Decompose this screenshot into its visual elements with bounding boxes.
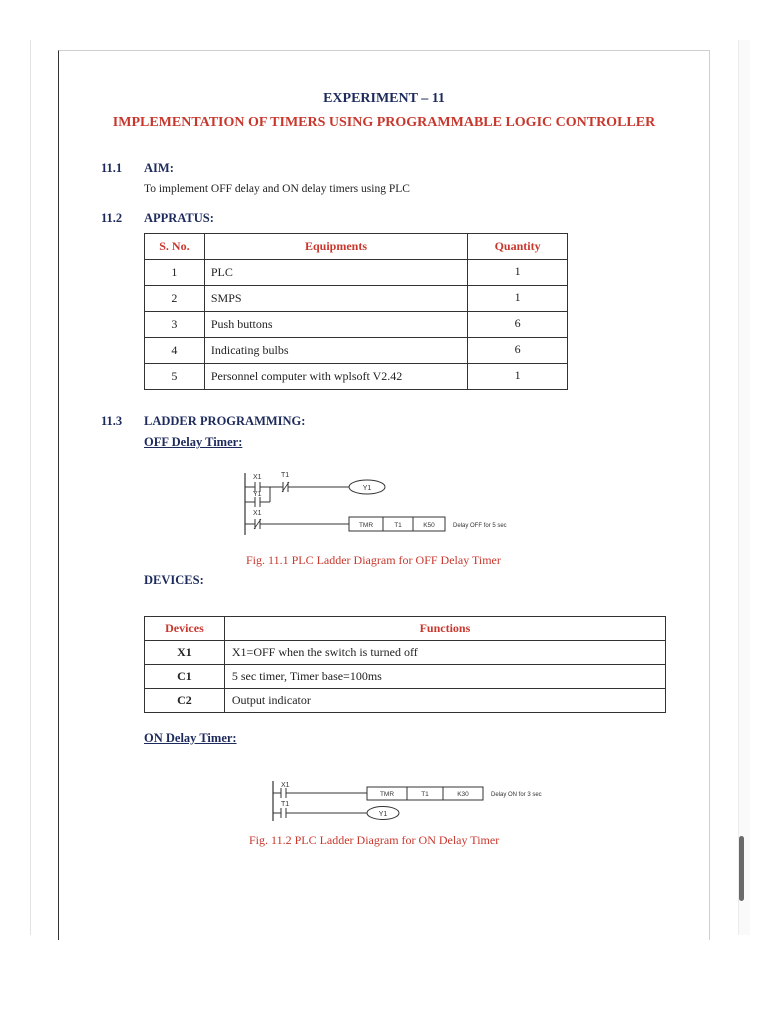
cell-equipment: PLC [204, 260, 467, 286]
document-page [58, 50, 710, 940]
on-delay-note: Delay ON for 3 sec [491, 792, 542, 798]
cell-device: X1 [145, 641, 225, 665]
cell-function: 5 sec timer, Timer base=100ms [224, 665, 665, 689]
header-devices: Devices [145, 617, 225, 641]
table-row [145, 665, 666, 689]
cell-quantity: 6 [468, 338, 568, 364]
cell-device: C1 [145, 665, 225, 689]
table-row [145, 312, 568, 338]
tmr-label: TMR [358, 522, 374, 529]
cell-sno: 1 [145, 260, 205, 286]
cell-sno: 4 [145, 338, 205, 364]
table-row [145, 641, 666, 665]
off-delay-caption: Fig. 11.1 PLC Ladder Diagram for OFF Delay Timer [246, 553, 501, 567]
on-delay-ladder-diagram [267, 779, 577, 824]
aim-section-number: 11.1 [101, 161, 123, 175]
devices-heading: DEVICES: [144, 573, 204, 587]
cell-sno: 5 [145, 364, 205, 390]
cell-quantity: 1 [468, 364, 568, 390]
cell-quantity: 1 [468, 260, 568, 286]
t1-contact-label: T1 [281, 801, 290, 808]
t1-contact-label: T1 [281, 472, 290, 479]
header-functions: Functions [224, 617, 665, 641]
off-delay-note: Delay OFF for 5 sec [453, 523, 507, 529]
x1-contact-label: X1 [281, 782, 290, 789]
ladder-heading: LADDER PROGRAMMING: [144, 414, 306, 428]
cell-quantity: 6 [468, 312, 568, 338]
cell-device: C2 [145, 689, 225, 713]
x1-nc-label: X1 [253, 510, 262, 517]
viewer-left-edge [30, 40, 31, 935]
k50-label: K50 [423, 522, 435, 529]
cell-equipment: SMPS [204, 286, 467, 312]
table-row [145, 364, 568, 390]
timer-t1-label: T1 [394, 522, 402, 529]
x1-contact-label: X1 [253, 474, 262, 481]
apparatus-heading: APPRATUS: [144, 211, 214, 225]
table-header-row [145, 617, 666, 641]
aim-text: To implement OFF delay and ON delay timers using PLC [144, 183, 410, 195]
on-delay-caption: Fig. 11.2 PLC Ladder Diagram for ON Delay Timer [249, 833, 500, 847]
cell-equipment: Indicating bulbs [204, 338, 467, 364]
k30-label: K30 [457, 791, 469, 798]
scrollbar-thumb[interactable] [739, 836, 744, 901]
cell-sno: 2 [145, 286, 205, 312]
table-row [145, 286, 568, 312]
header-quantity: Quantity [468, 234, 568, 260]
aim-heading: AIM: [144, 161, 174, 175]
cell-equipment: Personnel computer with wplsoft V2.42 [204, 364, 467, 390]
header-equipments: Equipments [204, 234, 467, 260]
cell-equipment: Push buttons [204, 312, 467, 338]
cell-function: X1=OFF when the switch is turned off [224, 641, 665, 665]
on-delay-heading: ON Delay Timer: [144, 731, 237, 745]
table-row [145, 689, 666, 713]
table-header-row [145, 234, 568, 260]
cell-sno: 3 [145, 312, 205, 338]
off-delay-heading: OFF Delay Timer: [144, 435, 243, 449]
apparatus-table [144, 233, 568, 390]
off-delay-ladder-diagram [239, 469, 569, 539]
experiment-subtitle: IMPLEMENTATION OF TIMERS USING PROGRAMMABLE LOGIC CONTROLLER [112, 115, 656, 130]
cell-function: Output indicator [224, 689, 665, 713]
timer-t1-label: T1 [421, 791, 429, 798]
header-sno: S. No. [145, 234, 205, 260]
tmr-label: TMR [379, 791, 395, 798]
experiment-title: EXPERIMENT – 11 [323, 91, 445, 106]
y1-latch-label: Y1 [253, 491, 262, 498]
table-row [145, 338, 568, 364]
table-row [145, 260, 568, 286]
y1-coil-label: Y1 [378, 811, 388, 818]
ladder-section-number: 11.3 [101, 414, 123, 428]
y1-coil-label: Y1 [362, 485, 372, 492]
devices-table [144, 616, 666, 713]
cell-quantity: 1 [468, 286, 568, 312]
apparatus-section-number: 11.2 [101, 211, 123, 225]
scroll-track[interactable] [738, 40, 750, 935]
